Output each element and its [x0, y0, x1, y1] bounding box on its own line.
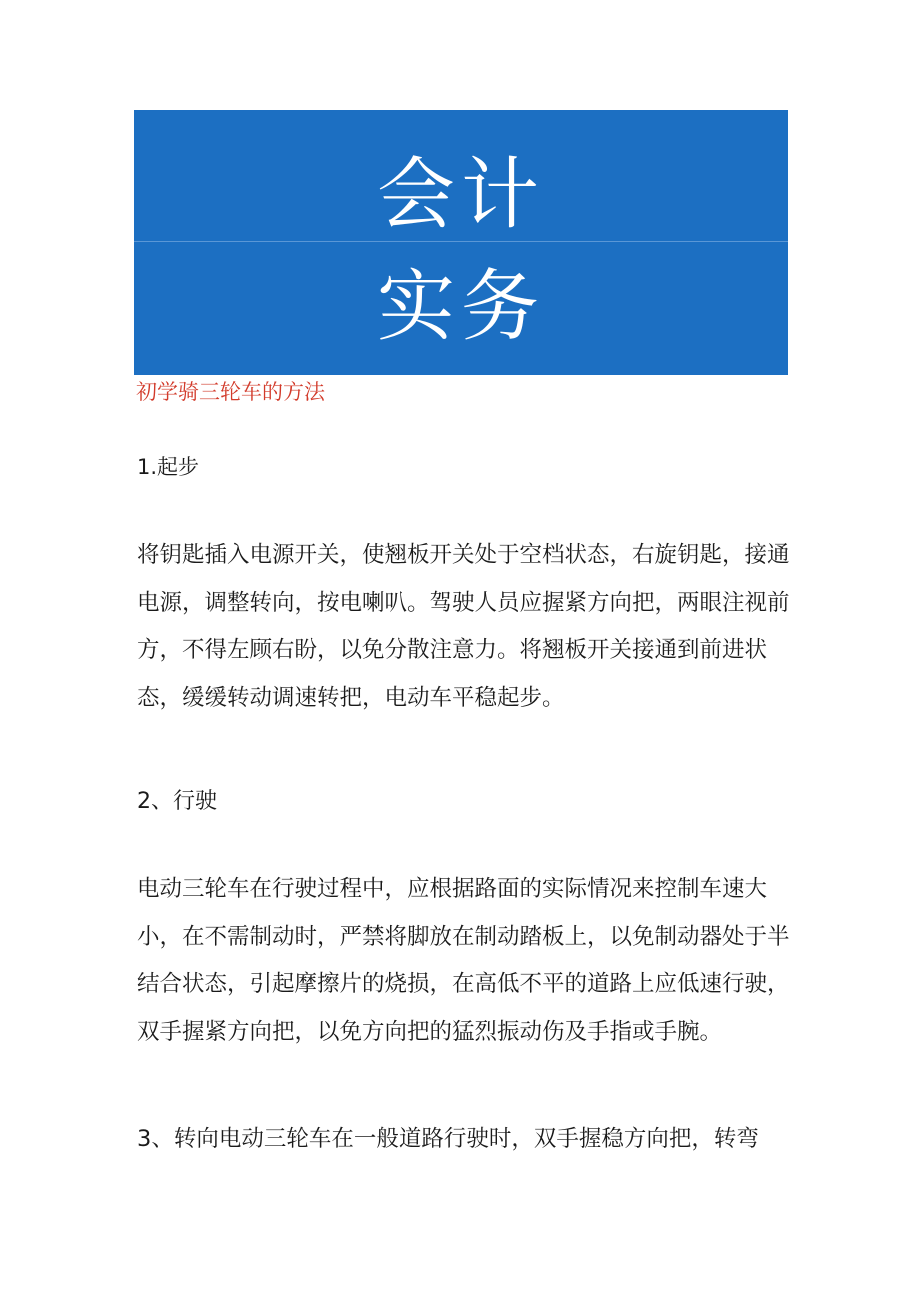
section-paragraph-start: 将钥匙插入电源开关，使翘板开关处于空档状态，右旋钥匙，接通电源，调整转向，按电喇叭。驾驶人员应握紧方向把，两眼注视前方，不得左顾右盼，以免分散注意力。将翘板开关接通到前进状态，缓缓转动调速转把，电动车平稳起步。	[137, 542, 790, 711]
title-banner	[134, 110, 788, 375]
document-subtitle: 初学骑三轮车的方法	[136, 380, 325, 404]
section-heading-start: 1.起步	[137, 455, 200, 479]
banner-title-line-2: 实务	[376, 262, 545, 352]
section-heading-driving: 2、行驶	[137, 789, 217, 814]
banner-title-line-1: 会计	[376, 150, 545, 240]
section-paragraph-turning: 3、转向电动三轮车在一般道路行驶时，双手握稳方向把，转弯	[137, 1126, 759, 1152]
section-paragraph-driving: 电动三轮车在行驶过程中，应根据路面的实际情况来控制车速大小，在不需制动时，严禁将脚放在制动踏板上，以免制动器处于半结合状态，引起摩擦片的烧损，在高低不平的道路上应低速行驶，双手握紧方向把，以免方向把的猛烈振动伤及手指或手腕。	[137, 876, 790, 1045]
banner-divider	[134, 241, 788, 242]
